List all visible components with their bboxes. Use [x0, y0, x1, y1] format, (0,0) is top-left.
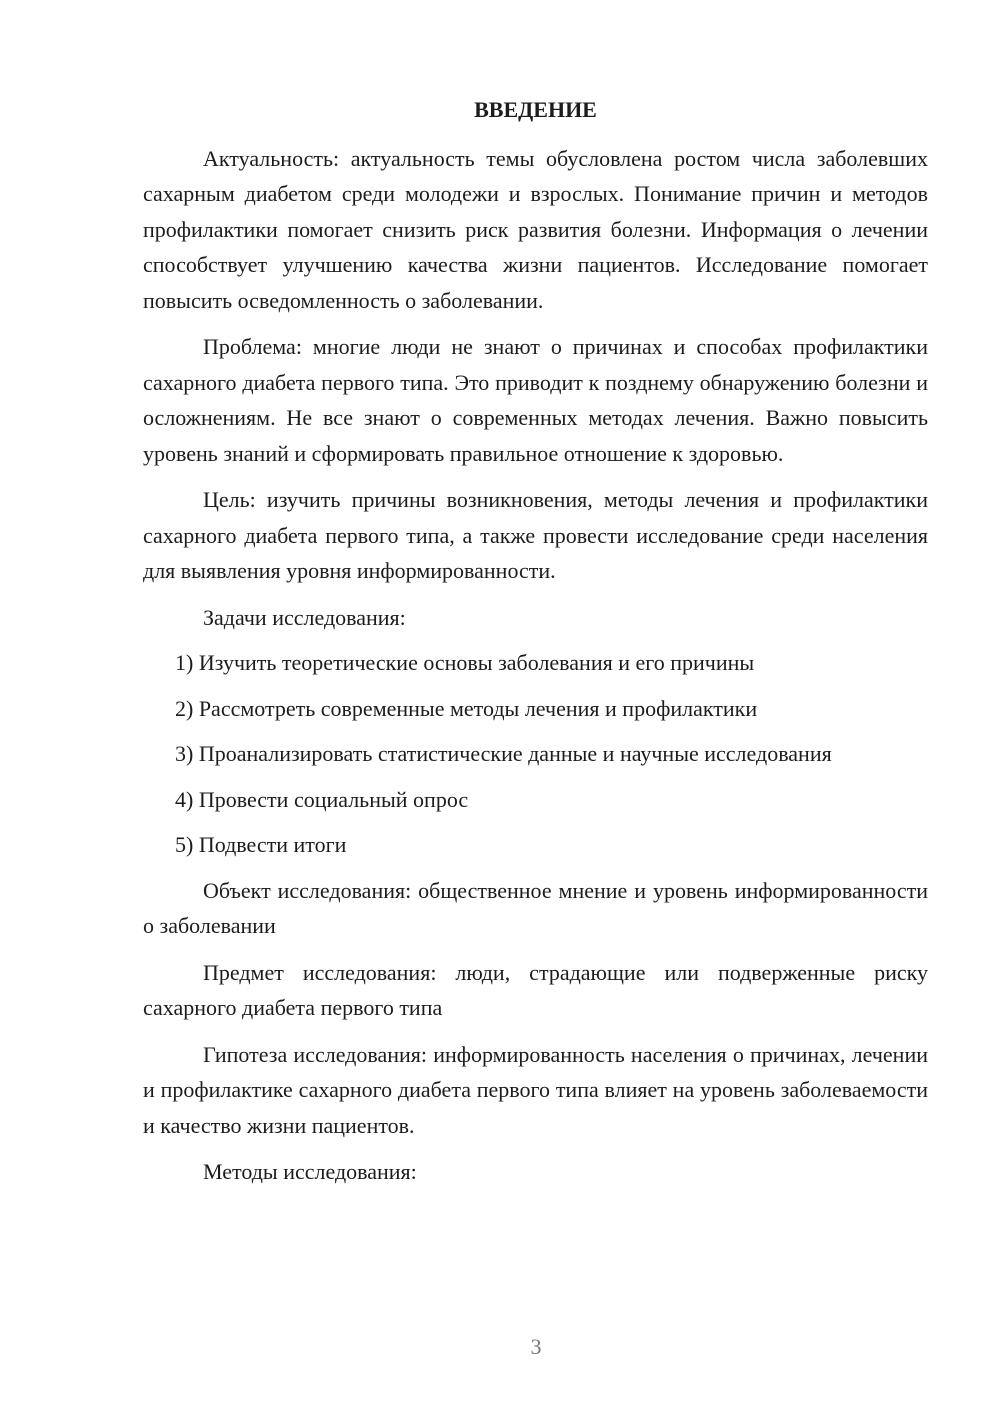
section-title-text: ВВЕДЕНИЕ — [474, 97, 597, 122]
object-paragraph: Объект исследования: общественное мнение и уровень информированности о заболевании — [143, 877, 928, 938]
tasks-heading: Задачи исследования: — [203, 604, 406, 630]
relevance-paragraph: Актуальность: актуальность темы обусловлена ростом числа заболевших сахарным диабетом среди молодежи и взрослых. Понимание причин и методов профилактики помогает снизить риск развития болезни. Информация о лечении способствует улучшению качества жизни пациентов. Исследование помогает повысить осведомленность о заболевании. — [143, 145, 928, 313]
goal-paragraph: Цель: изучить причины возникновения, методы лечения и профилактики сахарного диабета первого типа, а также провести исследование среди населения для выявления уровня информированности. — [143, 487, 928, 583]
methods-heading: Методы исследования: — [203, 1159, 417, 1184]
task-item-4: 4) Провести социальный опрос — [175, 786, 469, 812]
section-title — [143, 92, 928, 128]
hypothesis-paragraph: Гипотеза исследования: информированность населения о причинах, лечении и профилактике сахарного диабета первого типа влияет на уровень заболеваемости и качество жизни пациентов. — [143, 1041, 928, 1138]
problem-paragraph: Проблема: многие люди не знают о причинах и способах профилактики сахарного диабета первого типа. Это приводит к позднему обнаружению болезни и осложнениям. Не все знают о современных методах лечения. Важно повысить уровень знаний и сформировать правильное отношение к здоровью. — [143, 334, 928, 466]
task-item-1: 1) Изучить теоретические основы заболевания и его причины — [175, 650, 755, 675]
page-number: 3 — [530, 1334, 542, 1359]
task-item-2: 2) Рассмотреть современные методы лечения и профилактики — [175, 695, 758, 721]
task-item-5: 5) Подвести итоги — [175, 832, 347, 857]
document-body — [143, 92, 928, 1200]
task-item-3: 3) Проанализировать статистические данные и научные исследования — [175, 741, 832, 766]
subject-paragraph: Предмет исследования: люди, страдающие или подверженные риску сахарного диабета первого типа — [143, 959, 928, 1020]
